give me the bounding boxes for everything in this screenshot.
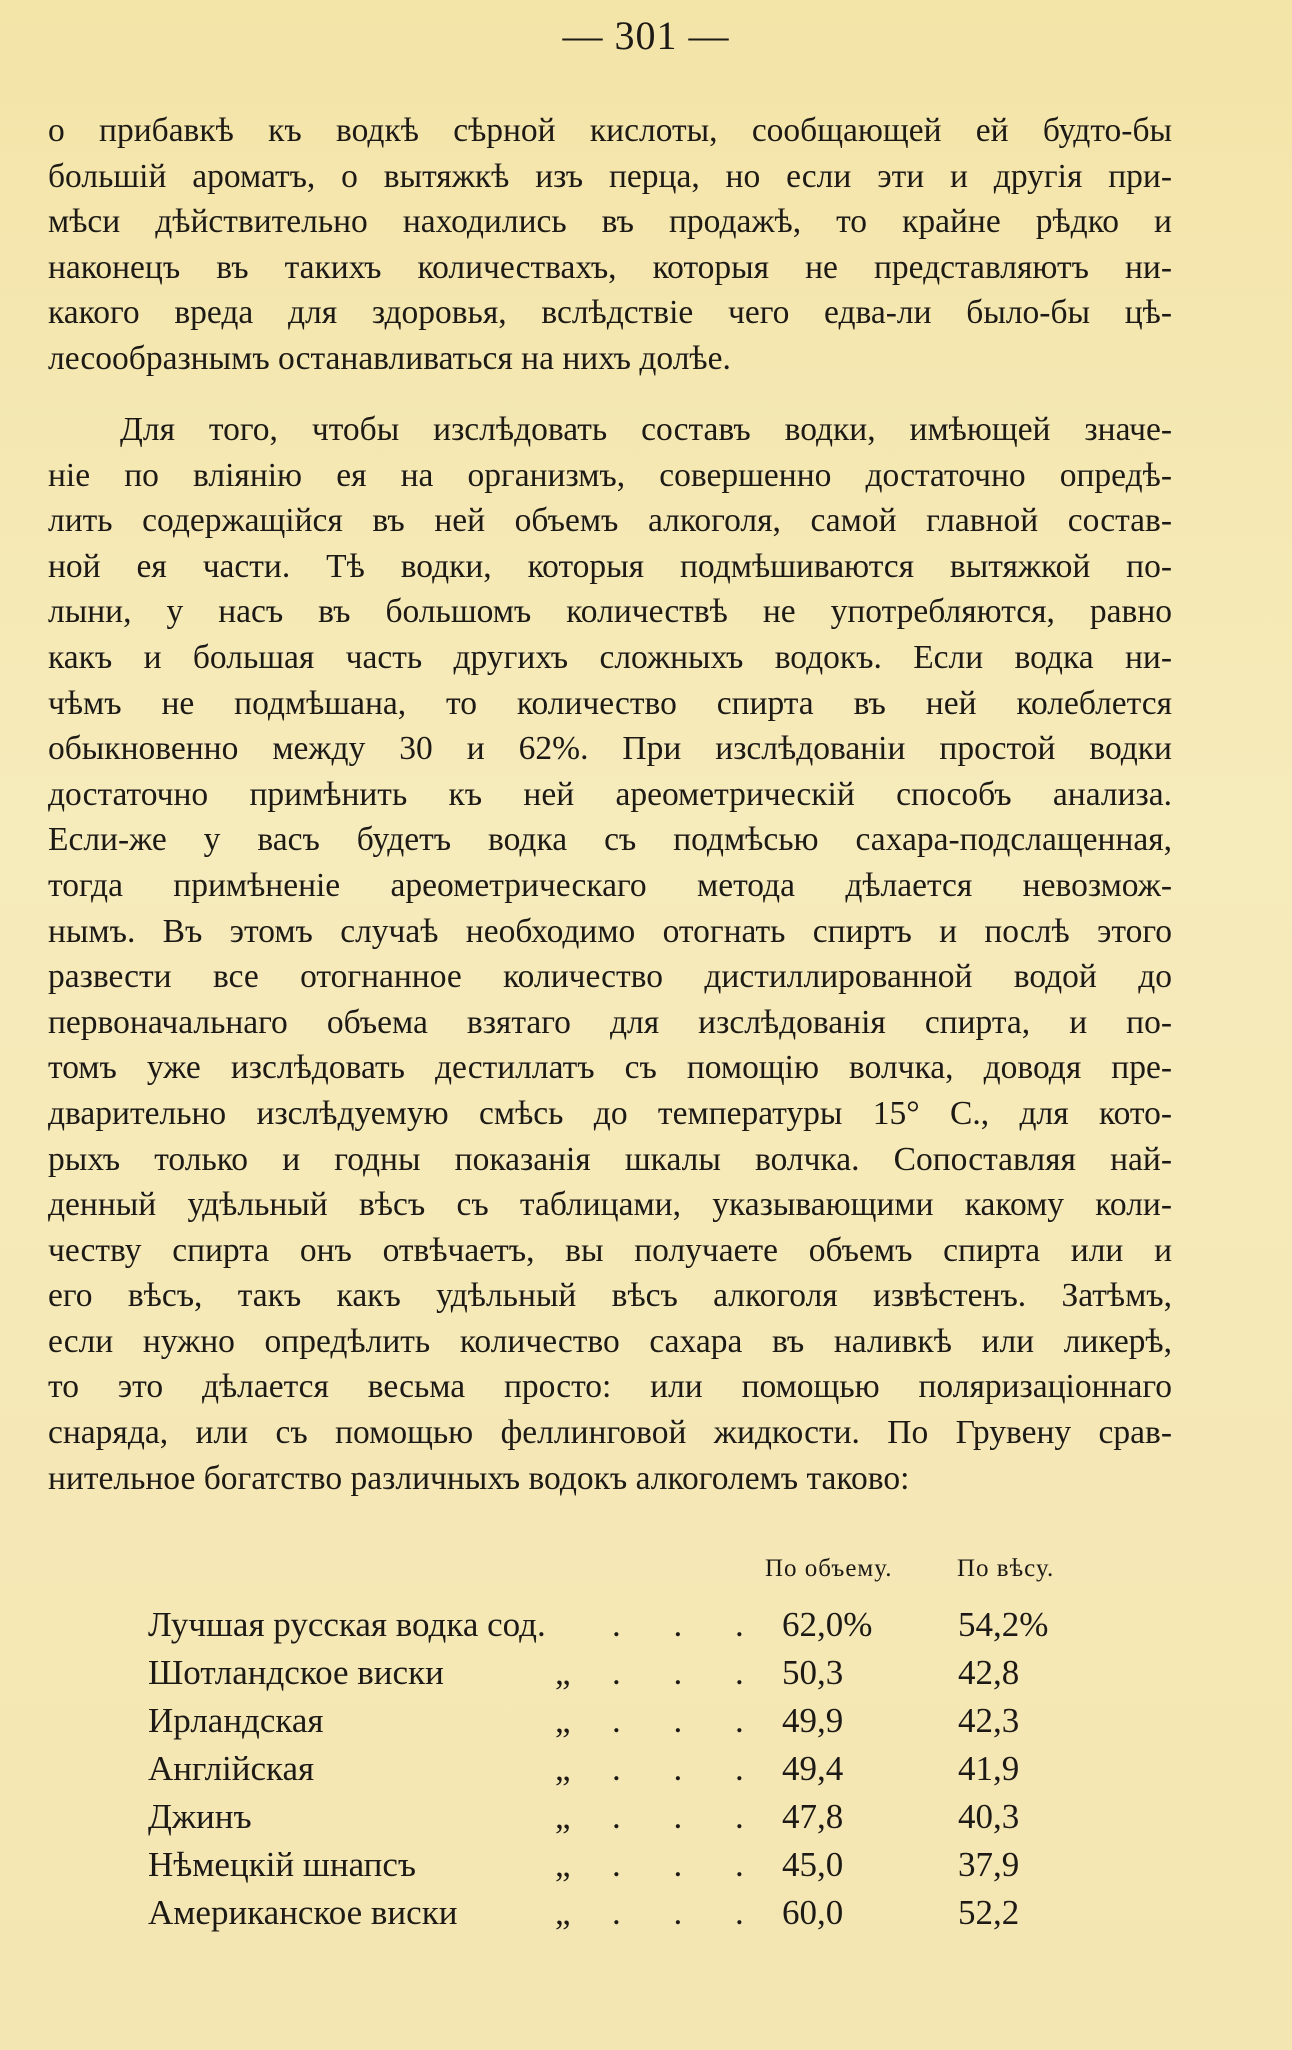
leader-dots: . . . <box>612 1749 766 1788</box>
text-line: чѣмъ не подмѣшана, то количество спирта въ ней колеблется <box>48 684 1172 722</box>
text-line: лить содержащійся въ ней объемъ алкоголя, самой главной состав- <box>48 502 1172 540</box>
text-line: большій ароматъ, о вытяжкѣ изъ перца, но если эти и другія при- <box>48 157 1172 195</box>
table-row <box>0 1605 1292 1653</box>
beverage-name: Шотландское виски <box>148 1653 444 1692</box>
text-line: лесообразнымъ останавливаться на нихъ долѣе. <box>48 339 731 377</box>
beverage-name: Нѣмецкій шнапсъ <box>148 1845 417 1884</box>
text-line: какого вреда для здоровья, вслѣдствіе чего едва-ли было-бы цѣ- <box>48 294 1172 332</box>
weight-value: 40,3 <box>958 1797 1020 1836</box>
text-line: Для того, чтобы изслѣдовать составъ водки, имѣющей значе- <box>120 411 1172 448</box>
volume-value: 60,0 <box>782 1893 844 1932</box>
table-row <box>0 1653 1292 1701</box>
weight-value: 42,8 <box>958 1653 1020 1692</box>
leader-dots: . . . <box>612 1701 766 1740</box>
text-line: дварительно изслѣдуемую смѣсь до температуры 15° С., для кото- <box>48 1094 1172 1132</box>
beverage-name: Джинъ <box>148 1797 252 1836</box>
text-line: снаряда, или съ помощью феллинговой жидкости. По Грувену срав- <box>48 1414 1172 1452</box>
text-line: нительное богатство различныхъ водокъ алкоголемъ таково: <box>48 1459 910 1497</box>
text-line: если нужно опредѣлить количество сахара въ наливкѣ или ликерѣ, <box>48 1322 1172 1360</box>
page-number: — 301 — <box>562 13 730 58</box>
ditto-mark: „ <box>555 1653 571 1692</box>
text-line: денный удѣльный вѣсъ съ таблицами, указывающими какому коли- <box>48 1186 1172 1224</box>
weight-value: 37,9 <box>958 1845 1020 1884</box>
table-row <box>0 1893 1292 1941</box>
text-line: Если-же у васъ будетъ водка съ подмѣсью сахара-подслащенная, <box>48 821 1172 859</box>
text-line: ніе по вліянію ея на организмъ, совершенно достаточно опредѣ- <box>48 456 1172 494</box>
text-line: обыкновенно между 30 и 62%. При изслѣдованіи простой водки <box>48 730 1172 768</box>
table-row <box>0 1797 1292 1845</box>
table-row <box>0 1749 1292 1797</box>
beverage-name: Американское виски <box>148 1893 458 1932</box>
volume-value: 47,8 <box>782 1797 844 1836</box>
volume-value: 50,3 <box>782 1653 844 1692</box>
text-line: рыхъ только и годны показанія шкалы волчка. Сопоставляя най- <box>48 1140 1172 1178</box>
ditto-mark: „ <box>555 1749 571 1788</box>
column-header-volume: По объему. <box>765 1555 893 1582</box>
weight-value: 54,2% <box>958 1605 1049 1644</box>
paragraph-2 <box>48 407 1172 1501</box>
text-line: наконецъ въ такихъ количествахъ, которыя не представляютъ ни- <box>48 248 1172 286</box>
ditto-mark: „ <box>555 1893 571 1932</box>
volume-value: 45,0 <box>782 1845 844 1884</box>
text-line: его вѣсъ, такъ какъ удѣльный вѣсъ алкоголя извѣстенъ. Затѣмъ, <box>48 1277 1172 1315</box>
text-line: честву спирта онъ отвѣчаетъ, вы получаете объемъ спирта или и <box>48 1231 1172 1269</box>
leader-dots: . . . <box>612 1893 766 1932</box>
leader-dots: . . . <box>612 1653 766 1692</box>
text-line: лыни, у насъ въ большомъ количествѣ не употребляются, равно <box>48 593 1172 631</box>
volume-value: 49,4 <box>782 1749 844 1788</box>
volume-value: 62,0% <box>782 1605 873 1644</box>
column-header-weight: По вѣсу. <box>957 1555 1055 1582</box>
text-line: мѣси дѣйствительно находились въ продажѣ, то крайне рѣдко и <box>48 203 1172 241</box>
text-line: ной ея части. Тѣ водки, которыя подмѣшиваются вытяжкой по- <box>48 547 1172 585</box>
text-line: тогда примѣненіе ареометрическаго метода дѣлается невозмож- <box>48 866 1172 904</box>
table-row <box>0 1701 1292 1749</box>
ditto-mark: „ <box>555 1845 571 1884</box>
beverage-name: Ирландская <box>148 1701 324 1740</box>
text-line: развести все отогнанное количество дистиллированной водой до <box>48 958 1172 996</box>
table-row <box>0 1845 1292 1893</box>
weight-value: 42,3 <box>958 1701 1020 1740</box>
weight-value: 41,9 <box>958 1749 1020 1788</box>
text-line: томъ уже изслѣдовать дестиллатъ съ помощію волчка, доводя пре- <box>48 1049 1172 1087</box>
text-line: то это дѣлается весьма просто: или помощью поляризаціоннаго <box>48 1368 1172 1406</box>
beverage-name: Англійская <box>148 1749 315 1788</box>
leader-dots: . . . <box>612 1605 766 1644</box>
ditto-mark: „ <box>555 1701 571 1740</box>
text-line: нымъ. Въ этомъ случаѣ необходимо отогнать спиртъ и послѣ этого <box>48 912 1172 950</box>
volume-value: 49,9 <box>782 1701 844 1740</box>
ditto-mark: „ <box>555 1797 571 1836</box>
leader-dots: . . . <box>612 1845 766 1884</box>
beverage-name: Лучшая русская водка сод. <box>148 1605 546 1644</box>
text-line: первоначальнаго объема взятаго для изслѣдованія спирта, и по- <box>48 1003 1172 1041</box>
text-line: какъ и большая часть другихъ сложныхъ водокъ. Если водка ни- <box>48 638 1172 676</box>
text-line: о прибавкѣ къ водкѣ сѣрной кислоты, сообщающей ей будто-бы <box>48 112 1172 149</box>
paragraph-1 <box>48 108 1172 382</box>
leader-dots: . . . <box>612 1797 766 1836</box>
text-line: достаточно примѣнить къ ней ареометрическій способъ анализа. <box>48 775 1172 813</box>
weight-value: 52,2 <box>958 1893 1020 1932</box>
